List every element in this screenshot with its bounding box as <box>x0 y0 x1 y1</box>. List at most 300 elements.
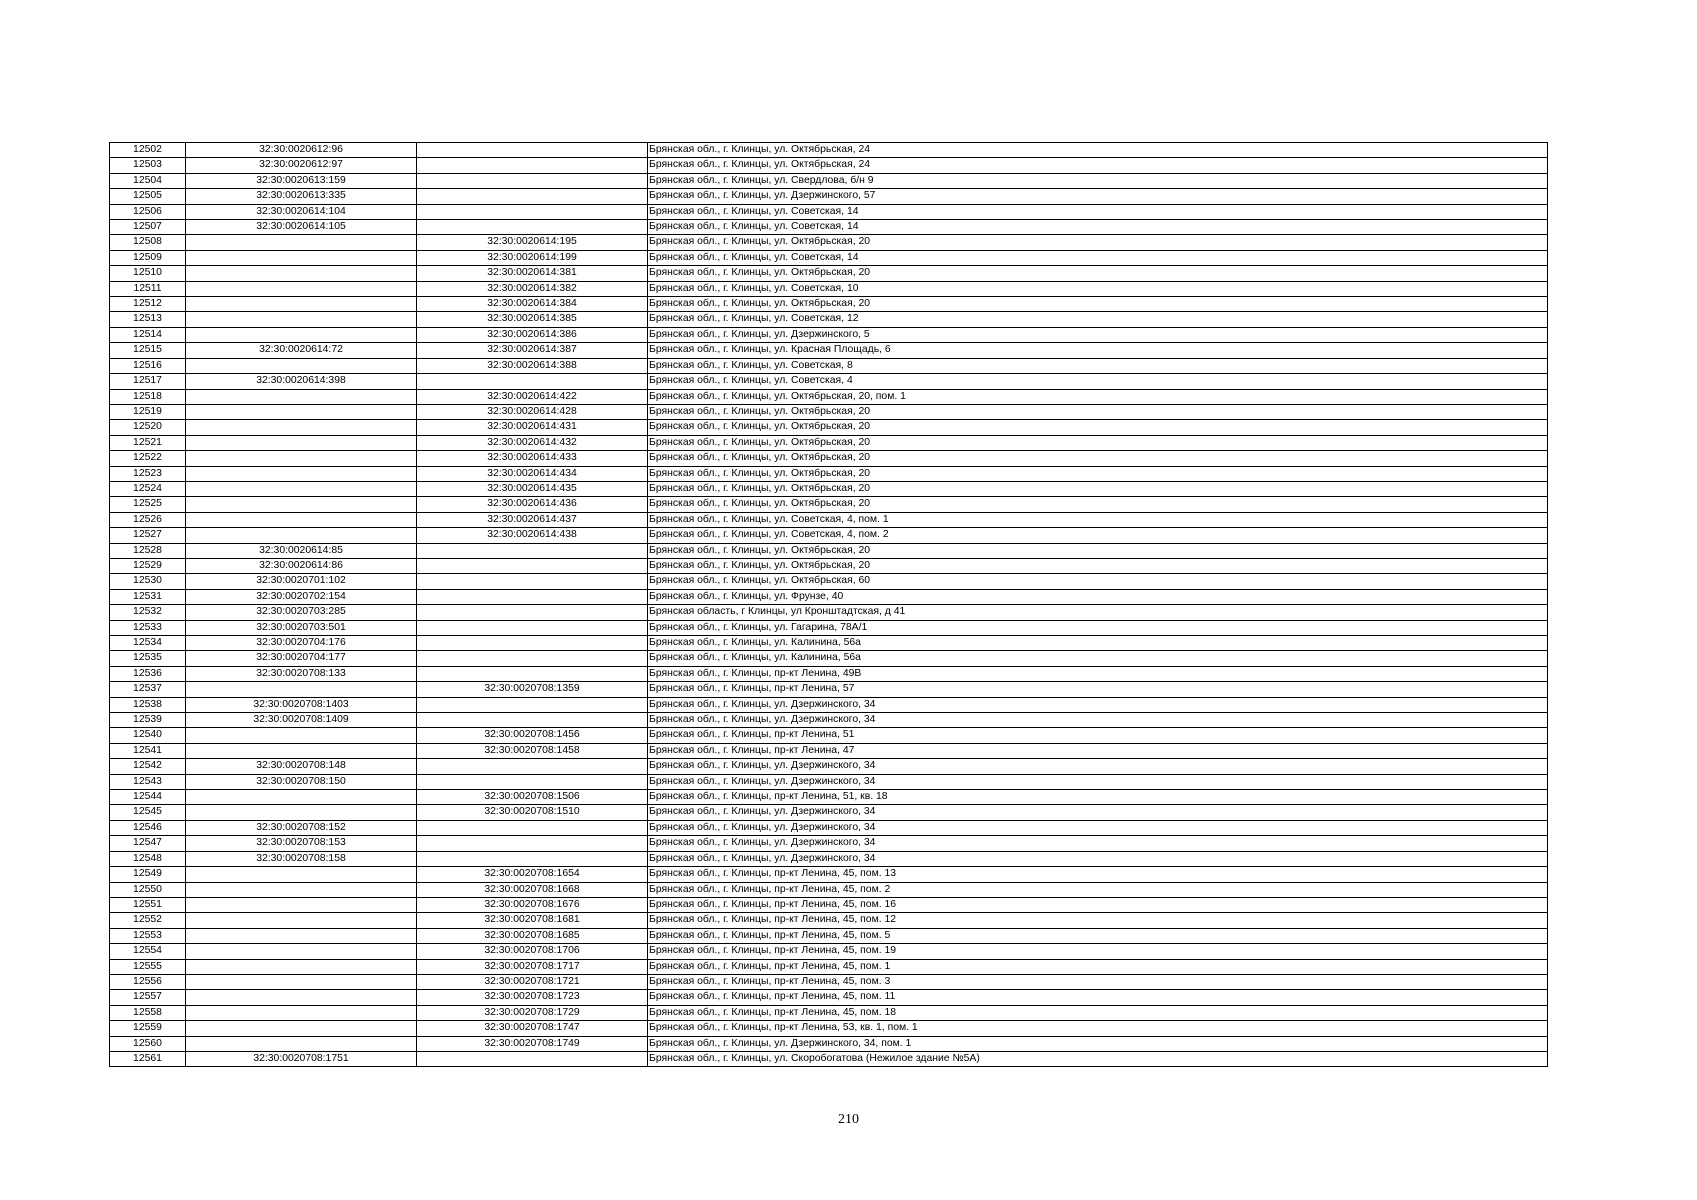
address-cell: Брянская обл., г. Клинцы, ул. Дзержинского, 34 <box>648 805 1548 820</box>
address-cell: Брянская обл., г. Клинцы, ул. Дзержинского, 34 <box>648 851 1548 866</box>
cadastral-number-2-cell: 32:30:0020708:1717 <box>417 959 648 974</box>
row-number-cell: 12537 <box>110 682 186 697</box>
row-number-cell: 12538 <box>110 697 186 712</box>
address-cell: Брянская обл., г. Клинцы, ул. Калинина, 56а <box>648 651 1548 666</box>
cadastral-number-cell <box>186 512 417 527</box>
cadastral-number-cell <box>186 466 417 481</box>
row-number-cell: 12521 <box>110 435 186 450</box>
table-row <box>110 1005 1548 1020</box>
cadastral-number-2-cell: 32:30:0020708:1681 <box>417 913 648 928</box>
address-cell: Брянская обл., г. Клинцы, ул. Октябрьская, 60 <box>648 574 1548 589</box>
address-cell: Брянская обл., г. Клинцы, ул. Красная Площадь, 6 <box>648 343 1548 358</box>
cadastral-number-2-cell: 32:30:0020708:1458 <box>417 743 648 758</box>
cadastral-number-2-cell: 32:30:0020708:1359 <box>417 682 648 697</box>
table-row <box>110 928 1548 943</box>
row-number-cell: 12535 <box>110 651 186 666</box>
table-row <box>110 358 1548 373</box>
address-cell: Брянская обл., г. Клинцы, ул. Советская, 8 <box>648 358 1548 373</box>
cadastral-number-cell: 32:30:0020703:501 <box>186 620 417 635</box>
cadastral-number-cell <box>186 913 417 928</box>
row-number-cell: 12505 <box>110 189 186 204</box>
row-number-cell: 12544 <box>110 790 186 805</box>
address-cell: Брянская обл., г. Клинцы, ул. Октябрьская, 20, пом. 1 <box>648 389 1548 404</box>
row-number-cell: 12553 <box>110 928 186 943</box>
cadastral-number-cell <box>186 327 417 342</box>
cadastral-number-cell <box>186 743 417 758</box>
row-number-cell: 12547 <box>110 836 186 851</box>
address-cell: Брянская обл., г. Клинцы, ул. Октябрьская, 20 <box>648 466 1548 481</box>
table-row <box>110 312 1548 327</box>
cadastral-number-2-cell: 32:30:0020614:387 <box>417 343 648 358</box>
cadastral-number-2-cell: 32:30:0020614:382 <box>417 281 648 296</box>
cadastral-number-2-cell <box>417 589 648 604</box>
table-row <box>110 528 1548 543</box>
cadastral-number-2-cell: 32:30:0020614:437 <box>417 512 648 527</box>
address-cell: Брянская обл., г. Клинцы, ул. Советская, 10 <box>648 281 1548 296</box>
table-row <box>110 636 1548 651</box>
table-row <box>110 281 1548 296</box>
row-number-cell: 12558 <box>110 1005 186 1020</box>
cadastral-number-cell: 32:30:0020701:102 <box>186 574 417 589</box>
row-number-cell: 12516 <box>110 358 186 373</box>
row-number-cell: 12549 <box>110 867 186 882</box>
address-cell: Брянская обл., г. Клинцы, ул. Дзержинского, 5 <box>648 327 1548 342</box>
table-row <box>110 697 1548 712</box>
address-cell: Брянская обл., г. Клинцы, ул. Октябрьская, 20 <box>648 435 1548 450</box>
cadastral-number-cell: 32:30:0020613:335 <box>186 189 417 204</box>
table-row <box>110 497 1548 512</box>
cadastral-number-2-cell <box>417 759 648 774</box>
table-row <box>110 327 1548 342</box>
address-cell: Брянская обл., г. Клинцы, ул. Октябрьская, 20 <box>648 481 1548 496</box>
cadastral-number-2-cell <box>417 774 648 789</box>
cadastral-number-2-cell: 32:30:0020708:1676 <box>417 897 648 912</box>
table-row <box>110 990 1548 1005</box>
row-number-cell: 12550 <box>110 882 186 897</box>
row-number-cell: 12514 <box>110 327 186 342</box>
cadastral-number-cell <box>186 435 417 450</box>
address-cell: Брянская обл., г. Клинцы, ул. Советская, 14 <box>648 204 1548 219</box>
table-row <box>110 882 1548 897</box>
address-cell: Брянская обл., г. Клинцы, ул. Советская, 14 <box>648 250 1548 265</box>
cadastral-number-cell <box>186 528 417 543</box>
address-cell: Брянская обл., г. Клинцы, пр-кт Ленина, 51, кв. 18 <box>648 790 1548 805</box>
address-cell: Брянская обл., г. Клинцы, ул. Дзержинского, 57 <box>648 189 1548 204</box>
row-number-cell: 12530 <box>110 574 186 589</box>
cadastral-number-2-cell: 32:30:0020708:1510 <box>417 805 648 820</box>
address-cell: Брянская обл., г. Клинцы, ул. Дзержинского, 34 <box>648 774 1548 789</box>
table-row <box>110 1051 1548 1066</box>
cadastral-number-2-cell: 32:30:0020708:1668 <box>417 882 648 897</box>
table-row <box>110 143 1548 158</box>
registry-table <box>109 142 1548 1067</box>
table-row <box>110 897 1548 912</box>
address-cell: Брянская обл., г. Клинцы, пр-кт Ленина, 45, пом. 16 <box>648 897 1548 912</box>
cadastral-number-cell: 32:30:0020614:86 <box>186 558 417 573</box>
table-row <box>110 743 1548 758</box>
table-row <box>110 389 1548 404</box>
cadastral-number-cell <box>186 297 417 312</box>
table-row <box>110 651 1548 666</box>
row-number-cell: 12546 <box>110 820 186 835</box>
cadastral-number-2-cell <box>417 636 648 651</box>
cadastral-number-2-cell: 32:30:0020708:1654 <box>417 867 648 882</box>
table-row <box>110 867 1548 882</box>
address-cell: Брянская обл., г. Клинцы, ул. Дзержинского, 34 <box>648 836 1548 851</box>
cadastral-number-cell: 32:30:0020704:176 <box>186 636 417 651</box>
address-cell: Брянская обл., г. Клинцы, ул. Советская, 4, пом. 2 <box>648 528 1548 543</box>
table-row <box>110 605 1548 620</box>
cadastral-number-2-cell <box>417 543 648 558</box>
address-cell: Брянская обл., г. Клинцы, ул. Дзержинского, 34 <box>648 820 1548 835</box>
address-cell: Брянская обл., г. Клинцы, ул. Октябрьская, 24 <box>648 158 1548 173</box>
cadastral-number-cell: 32:30:0020614:72 <box>186 343 417 358</box>
address-cell: Брянская область, г Клинцы, ул Кронштадтская, д 41 <box>648 605 1548 620</box>
cadastral-number-cell <box>186 959 417 974</box>
table-row <box>110 836 1548 851</box>
cadastral-number-2-cell: 32:30:0020708:1749 <box>417 1036 648 1051</box>
table-row <box>110 589 1548 604</box>
address-cell: Брянская обл., г. Клинцы, ул. Гагарина, 78А/1 <box>648 620 1548 635</box>
address-cell: Брянская обл., г. Клинцы, ул. Октябрьская, 20 <box>648 558 1548 573</box>
cadastral-number-cell <box>186 451 417 466</box>
cadastral-number-cell <box>186 882 417 897</box>
row-number-cell: 12531 <box>110 589 186 604</box>
cadastral-number-2-cell <box>417 620 648 635</box>
address-cell: Брянская обл., г. Клинцы, пр-кт Ленина, 53, кв. 1, пом. 1 <box>648 1021 1548 1036</box>
row-number-cell: 12529 <box>110 558 186 573</box>
cadastral-number-cell: 32:30:0020704:177 <box>186 651 417 666</box>
address-cell: Брянская обл., г. Клинцы, пр-кт Ленина, 49В <box>648 666 1548 681</box>
table-row <box>110 512 1548 527</box>
cadastral-number-cell <box>186 944 417 959</box>
cadastral-number-cell: 32:30:0020612:96 <box>186 143 417 158</box>
row-number-cell: 12519 <box>110 404 186 419</box>
table-row <box>110 158 1548 173</box>
address-cell: Брянская обл., г. Клинцы, пр-кт Ленина, 51 <box>648 728 1548 743</box>
cadastral-number-2-cell: 32:30:0020614:435 <box>417 481 648 496</box>
cadastral-number-2-cell: 32:30:0020708:1685 <box>417 928 648 943</box>
cadastral-number-cell: 32:30:0020708:1403 <box>186 697 417 712</box>
row-number-cell: 12556 <box>110 974 186 989</box>
table-row <box>110 959 1548 974</box>
cadastral-number-cell <box>186 266 417 281</box>
table-row <box>110 451 1548 466</box>
row-number-cell: 12528 <box>110 543 186 558</box>
cadastral-number-2-cell <box>417 574 648 589</box>
address-cell: Брянская обл., г. Клинцы, ул. Советская, 4, пом. 1 <box>648 512 1548 527</box>
row-number-cell: 12524 <box>110 481 186 496</box>
table-row <box>110 420 1548 435</box>
row-number-cell: 12542 <box>110 759 186 774</box>
address-cell: Брянская обл., г. Клинцы, ул. Октябрьская, 20 <box>648 420 1548 435</box>
cadastral-number-2-cell <box>417 143 648 158</box>
cadastral-number-2-cell <box>417 820 648 835</box>
row-number-cell: 12534 <box>110 636 186 651</box>
address-cell: Брянская обл., г. Клинцы, пр-кт Ленина, 45, пом. 3 <box>648 974 1548 989</box>
row-number-cell: 12526 <box>110 512 186 527</box>
table-row <box>110 266 1548 281</box>
cadastral-number-2-cell: 32:30:0020614:195 <box>417 235 648 250</box>
cadastral-number-cell <box>186 404 417 419</box>
cadastral-number-cell <box>186 281 417 296</box>
cadastral-number-2-cell: 32:30:0020614:431 <box>417 420 648 435</box>
address-cell: Брянская обл., г. Клинцы, пр-кт Ленина, 45, пом. 2 <box>648 882 1548 897</box>
address-cell: Брянская обл., г. Клинцы, ул. Скоробогатова (Нежилое здание №5А) <box>648 1051 1548 1066</box>
cadastral-number-cell: 32:30:0020708:152 <box>186 820 417 835</box>
cadastral-number-cell <box>186 897 417 912</box>
address-cell: Брянская обл., г. Клинцы, пр-кт Ленина, 57 <box>648 682 1548 697</box>
cadastral-number-2-cell <box>417 558 648 573</box>
cadastral-number-2-cell: 32:30:0020708:1721 <box>417 974 648 989</box>
cadastral-number-2-cell: 32:30:0020614:432 <box>417 435 648 450</box>
address-cell: Брянская обл., г. Клинцы, пр-кт Ленина, 47 <box>648 743 1548 758</box>
row-number-cell: 12561 <box>110 1051 186 1066</box>
cadastral-number-cell <box>186 974 417 989</box>
row-number-cell: 12540 <box>110 728 186 743</box>
address-cell: Брянская обл., г. Клинцы, ул. Октябрьская, 20 <box>648 266 1548 281</box>
cadastral-number-2-cell: 32:30:0020708:1456 <box>417 728 648 743</box>
cadastral-number-cell <box>186 1021 417 1036</box>
cadastral-number-cell <box>186 235 417 250</box>
cadastral-number-cell: 32:30:0020612:97 <box>186 158 417 173</box>
address-cell: Брянская обл., г. Клинцы, ул. Фрунзе, 40 <box>648 589 1548 604</box>
row-number-cell: 12539 <box>110 713 186 728</box>
table-row <box>110 204 1548 219</box>
row-number-cell: 12559 <box>110 1021 186 1036</box>
address-cell: Брянская обл., г. Клинцы, ул. Октябрьская, 20 <box>648 451 1548 466</box>
table-row <box>110 343 1548 358</box>
address-cell: Брянская обл., г. Клинцы, пр-кт Ленина, 45, пом. 11 <box>648 990 1548 1005</box>
cadastral-number-cell <box>186 481 417 496</box>
cadastral-number-2-cell: 32:30:0020708:1706 <box>417 944 648 959</box>
cadastral-number-2-cell: 32:30:0020614:199 <box>417 250 648 265</box>
address-cell: Брянская обл., г. Клинцы, ул. Октябрьская, 20 <box>648 543 1548 558</box>
row-number-cell: 12510 <box>110 266 186 281</box>
cadastral-number-cell: 32:30:0020708:148 <box>186 759 417 774</box>
cadastral-number-2-cell <box>417 697 648 712</box>
cadastral-number-cell <box>186 497 417 512</box>
row-number-cell: 12552 <box>110 913 186 928</box>
table-row <box>110 974 1548 989</box>
table-row <box>110 250 1548 265</box>
address-cell: Брянская обл., г. Клинцы, ул. Калинина, 56а <box>648 636 1548 651</box>
address-cell: Брянская обл., г. Клинцы, ул. Советская, 4 <box>648 374 1548 389</box>
cadastral-number-2-cell: 32:30:0020614:433 <box>417 451 648 466</box>
cadastral-number-2-cell <box>417 220 648 235</box>
cadastral-number-cell <box>186 1036 417 1051</box>
row-number-cell: 12504 <box>110 173 186 188</box>
table-row <box>110 620 1548 635</box>
table-row <box>110 404 1548 419</box>
cadastral-number-cell <box>186 790 417 805</box>
address-cell: Брянская обл., г. Клинцы, ул. Октябрьская, 20 <box>648 497 1548 512</box>
address-cell: Брянская обл., г. Клинцы, пр-кт Ленина, 45, пом. 12 <box>648 913 1548 928</box>
cadastral-number-2-cell <box>417 1051 648 1066</box>
address-cell: Брянская обл., г. Клинцы, пр-кт Ленина, 45, пом. 5 <box>648 928 1548 943</box>
cadastral-number-cell <box>186 250 417 265</box>
address-cell: Брянская обл., г. Клинцы, пр-кт Ленина, 45, пом. 13 <box>648 867 1548 882</box>
cadastral-number-cell <box>186 867 417 882</box>
table-row <box>110 820 1548 835</box>
address-cell: Брянская обл., г. Клинцы, пр-кт Ленина, 45, пом. 19 <box>648 944 1548 959</box>
address-cell: Брянская обл., г. Клинцы, ул. Октябрьская, 24 <box>648 143 1548 158</box>
cadastral-number-2-cell <box>417 605 648 620</box>
cadastral-number-cell <box>186 682 417 697</box>
row-number-cell: 12545 <box>110 805 186 820</box>
cadastral-number-2-cell <box>417 836 648 851</box>
cadastral-number-2-cell: 32:30:0020708:1723 <box>417 990 648 1005</box>
address-cell: Брянская обл., г. Клинцы, ул. Свердлова, б/н 9 <box>648 173 1548 188</box>
row-number-cell: 12536 <box>110 666 186 681</box>
row-number-cell: 12557 <box>110 990 186 1005</box>
cadastral-number-2-cell: 32:30:0020614:434 <box>417 466 648 481</box>
table-row <box>110 466 1548 481</box>
table-row <box>110 944 1548 959</box>
table-row <box>110 851 1548 866</box>
cadastral-number-cell: 32:30:0020708:133 <box>186 666 417 681</box>
cadastral-number-cell: 32:30:0020614:85 <box>186 543 417 558</box>
cadastral-number-2-cell: 32:30:0020708:1506 <box>417 790 648 805</box>
row-number-cell: 12513 <box>110 312 186 327</box>
cadastral-number-2-cell <box>417 173 648 188</box>
cadastral-number-cell <box>186 928 417 943</box>
table-row <box>110 682 1548 697</box>
row-number-cell: 12506 <box>110 204 186 219</box>
table-row <box>110 713 1548 728</box>
cadastral-number-cell <box>186 728 417 743</box>
cadastral-number-2-cell: 32:30:0020708:1747 <box>417 1021 648 1036</box>
table-body <box>110 143 1548 1067</box>
table-row <box>110 1021 1548 1036</box>
cadastral-number-cell: 32:30:0020614:105 <box>186 220 417 235</box>
cadastral-number-2-cell <box>417 204 648 219</box>
table-row <box>110 558 1548 573</box>
row-number-cell: 12533 <box>110 620 186 635</box>
cadastral-number-2-cell <box>417 374 648 389</box>
cadastral-number-cell <box>186 1005 417 1020</box>
table-row <box>110 790 1548 805</box>
cadastral-number-2-cell: 32:30:0020614:428 <box>417 404 648 419</box>
cadastral-number-cell <box>186 389 417 404</box>
cadastral-number-cell: 32:30:0020702:154 <box>186 589 417 604</box>
row-number-cell: 12525 <box>110 497 186 512</box>
cadastral-number-2-cell <box>417 158 648 173</box>
table-row <box>110 574 1548 589</box>
cadastral-number-2-cell: 32:30:0020614:386 <box>417 327 648 342</box>
cadastral-number-2-cell: 32:30:0020614:436 <box>417 497 648 512</box>
cadastral-number-2-cell: 32:30:0020614:385 <box>417 312 648 327</box>
cadastral-number-2-cell: 32:30:0020614:384 <box>417 297 648 312</box>
page-number: 210 <box>838 1112 859 1127</box>
address-cell: Брянская обл., г. Клинцы, ул. Октябрьская, 20 <box>648 235 1548 250</box>
table-row <box>110 297 1548 312</box>
cadastral-number-2-cell: 32:30:0020614:422 <box>417 389 648 404</box>
address-cell: Брянская обл., г. Клинцы, ул. Дзержинского, 34 <box>648 713 1548 728</box>
cadastral-number-cell: 32:30:0020614:398 <box>186 374 417 389</box>
row-number-cell: 12507 <box>110 220 186 235</box>
table-row <box>110 666 1548 681</box>
cadastral-number-cell <box>186 358 417 373</box>
table-row <box>110 189 1548 204</box>
row-number-cell: 12522 <box>110 451 186 466</box>
row-number-cell: 12548 <box>110 851 186 866</box>
cadastral-number-cell: 32:30:0020708:1751 <box>186 1051 417 1066</box>
table-row <box>110 1036 1548 1051</box>
cadastral-number-2-cell <box>417 713 648 728</box>
row-number-cell: 12503 <box>110 158 186 173</box>
address-cell: Брянская обл., г. Клинцы, ул. Дзержинского, 34 <box>648 697 1548 712</box>
row-number-cell: 12508 <box>110 235 186 250</box>
cadastral-number-2-cell: 32:30:0020614:388 <box>417 358 648 373</box>
cadastral-number-cell: 32:30:0020703:285 <box>186 605 417 620</box>
row-number-cell: 12532 <box>110 605 186 620</box>
row-number-cell: 12551 <box>110 897 186 912</box>
cadastral-number-cell: 32:30:0020708:158 <box>186 851 417 866</box>
cadastral-number-2-cell <box>417 651 648 666</box>
row-number-cell: 12518 <box>110 389 186 404</box>
table-row <box>110 220 1548 235</box>
cadastral-number-2-cell: 32:30:0020708:1729 <box>417 1005 648 1020</box>
cadastral-number-2-cell: 32:30:0020614:381 <box>417 266 648 281</box>
table-row <box>110 173 1548 188</box>
address-cell: Брянская обл., г. Клинцы, ул. Советская, 12 <box>648 312 1548 327</box>
address-cell: Брянская обл., г. Клинцы, ул. Советская, 14 <box>648 220 1548 235</box>
table-row <box>110 543 1548 558</box>
cadastral-number-cell: 32:30:0020613:159 <box>186 173 417 188</box>
row-number-cell: 12520 <box>110 420 186 435</box>
table-row <box>110 759 1548 774</box>
row-number-cell: 12543 <box>110 774 186 789</box>
address-cell: Брянская обл., г. Клинцы, пр-кт Ленина, 45, пом. 18 <box>648 1005 1548 1020</box>
cadastral-number-2-cell <box>417 666 648 681</box>
row-number-cell: 12560 <box>110 1036 186 1051</box>
cadastral-number-cell: 32:30:0020708:1409 <box>186 713 417 728</box>
row-number-cell: 12502 <box>110 143 186 158</box>
address-cell: Брянская обл., г. Клинцы, ул. Дзержинского, 34 <box>648 759 1548 774</box>
cadastral-number-cell: 32:30:0020708:153 <box>186 836 417 851</box>
table-row <box>110 728 1548 743</box>
cadastral-number-cell <box>186 312 417 327</box>
row-number-cell: 12554 <box>110 944 186 959</box>
cadastral-number-cell <box>186 420 417 435</box>
row-number-cell: 12523 <box>110 466 186 481</box>
address-cell: Брянская обл., г. Клинцы, ул. Дзержинского, 34, пом. 1 <box>648 1036 1548 1051</box>
cadastral-number-2-cell: 32:30:0020614:438 <box>417 528 648 543</box>
row-number-cell: 12512 <box>110 297 186 312</box>
cadastral-number-2-cell <box>417 189 648 204</box>
row-number-cell: 12511 <box>110 281 186 296</box>
cadastral-number-2-cell <box>417 851 648 866</box>
row-number-cell: 12555 <box>110 959 186 974</box>
row-number-cell: 12527 <box>110 528 186 543</box>
address-cell: Брянская обл., г. Клинцы, пр-кт Ленина, 45, пом. 1 <box>648 959 1548 974</box>
cadastral-number-cell <box>186 990 417 1005</box>
row-number-cell: 12541 <box>110 743 186 758</box>
table-row <box>110 435 1548 450</box>
cadastral-number-cell: 32:30:0020614:104 <box>186 204 417 219</box>
row-number-cell: 12515 <box>110 343 186 358</box>
row-number-cell: 12517 <box>110 374 186 389</box>
table-row <box>110 774 1548 789</box>
address-cell: Брянская обл., г. Клинцы, ул. Октябрьская, 20 <box>648 297 1548 312</box>
cadastral-number-cell <box>186 805 417 820</box>
table-row <box>110 235 1548 250</box>
cadastral-number-cell: 32:30:0020708:150 <box>186 774 417 789</box>
table-row <box>110 481 1548 496</box>
table-row <box>110 913 1548 928</box>
address-cell: Брянская обл., г. Клинцы, ул. Октябрьская, 20 <box>648 404 1548 419</box>
